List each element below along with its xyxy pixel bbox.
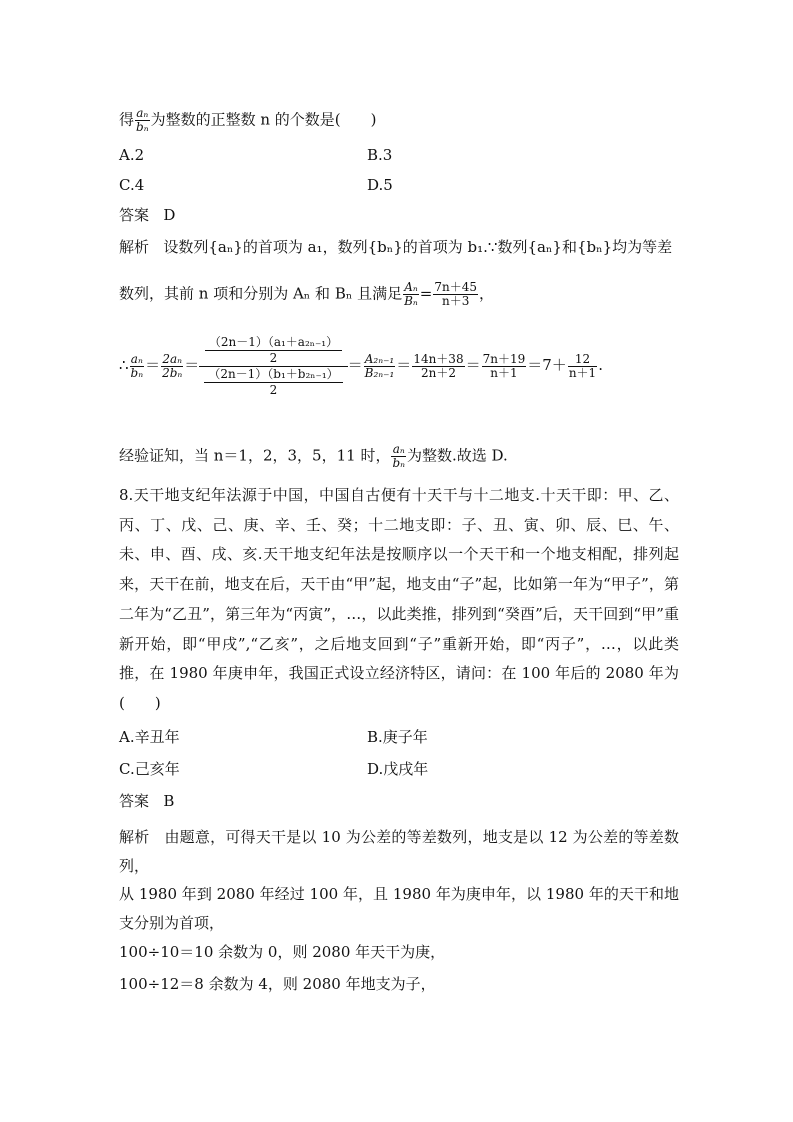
q8-option-a: A.辛丑年 [119,728,180,746]
analysis-text: 数列，其前 n 项和分别为 Aₙ 和 Bₙ 且满足 [119,284,403,303]
fraction-an-bn [391,443,406,470]
fraction-14n38 [412,353,464,380]
fraction-denominator: 2n＋2 [420,365,456,380]
q8-analysis-para-3: 100÷10＝10 余数为 0，则 2080 年天干为庚， [119,943,446,961]
therefore-symbol: ∴ [119,356,129,374]
fraction-denominator: Bₙ [404,294,418,308]
q7-option-d: D.5 [367,176,393,194]
fraction-denominator: 2bₙ [162,365,183,380]
q7-option-c: C.4 [119,176,145,194]
answer-label: 答案 [119,792,150,810]
fraction-numerator: 7n＋19 [482,351,526,366]
q7-analysis-line-1 [119,237,672,257]
fraction-numerator: Aₙ [404,280,418,294]
fraction-numerator: A₂ₙ₋₁ [364,351,395,366]
q8-option-b: B.庚子年 [367,728,428,746]
q7-stem-prefix: 得 [119,110,135,129]
analysis-text: 由题意，可得天干是以 10 为公差的等差数列，地支是以 12 为公差的等差数列， [119,828,680,875]
sum-bn-over-2 [204,368,342,397]
analysis-text: 设数列{aₙ}的首项为 a₁，数列{bₙ}的首项为 b₁.∵数列{aₙ}和{bₙ}均为等差 [163,238,673,256]
q8-analysis-para-2: 从 1980 年到 2080 年经过 100 年，且 1980 年为庚申年，以 1980 年的天干和地支分别为首项， [119,885,679,932]
fraction-numerator: 14n＋38 [413,351,464,366]
punctuation: ， [479,284,495,303]
fraction-numerator: 12 [568,353,597,367]
fraction-an-bn [130,353,145,380]
fraction-numerator: 2aₙ [162,351,183,366]
answer-label: 答案 [119,206,150,224]
fraction-7n45-n3 [433,281,478,308]
answer-value: B [163,792,175,810]
compound-numerator [199,336,347,367]
fraction-denominator: n＋1 [568,365,597,380]
fraction-denominator: bₙ [130,365,144,380]
answer-value: D [163,206,176,224]
q7-derivation-equation: ∴ $\frac{\text{aₙ}}{\text{bₙ}}$ ＝ $\frac{\text{2aₙ}}{\text{2bₙ}}$ ＝ $\frac{\frac{\text{（2n－1）（a₁＋a₂ₙ₋₁）}}{2}}{\frac{\text{（2n－1）（b₁＋b₂ₙ₋₁）}}{2}}$ ＝ $\frac{\text{A₂ₙ₋₁}}{\text{B₂ₙ₋₁}}$ ＝ $\frac{14n+38}{2n+2}$ ＝ $\frac{7n+19}{n+1}$ ＝7＋ $\frac{12}{n+1}$ . [119,334,603,397]
fraction-numerator: 7n＋45 [434,280,478,294]
punctuation: . [598,356,603,374]
fraction-numerator: aₙ [130,351,143,366]
fraction-denominator: B₂ₙ₋₁ [364,365,395,380]
compound-fraction [199,336,347,397]
fraction-denominator: 2 [269,382,278,397]
fraction-denominator: n＋1 [490,365,518,380]
fraction-denominator: 2 [269,350,278,365]
fraction-denominator: n＋3 [442,294,470,308]
q7-verify-line [119,443,508,470]
fraction-an-bn [403,281,419,308]
fraction-numerator: （2n－1）（a₁＋a₂ₙ₋₁） [205,336,342,351]
fraction-numerator: aₙ [136,106,149,120]
analysis-label: 解析 [119,238,150,256]
q8-option-d: D.戊戌年 [367,760,429,778]
sum-an-over-2 [205,336,342,365]
q7-option-a: A.2 [119,146,145,164]
q7-analysis-line-2 [119,281,494,308]
fraction-12 [568,353,597,380]
fraction-numerator: aₙ [392,442,405,456]
fraction-denominator: bₙ [392,456,406,470]
q8-stem: 8.天干地支纪年法源于中国，中国自古便有十天干与十二地支.十天干即：甲、乙、丙、丁、戊、己、庚、辛、壬、癸；十二地支即：子、丑、寅、卯、辰、巳、午、未、申、酉、戌、亥.天干地支纪年法是按顺序以一个天干和一个地支相配，排列起来，天干在前，地支在后，天干由“甲”起，地支由“子”起，比如第一年为“甲子”，第二年为“乙丑”，第三年为“丙寅”，…，以此类推，排列到“癸酉”后，天干回到“甲”重新开始，即“甲戌”,“乙亥”，之后地支回到“子”重新开始，即“丙子”，…，以此类推，在 1980 年庚申年，我国正式设立经济特区，请问：在 100 年后的 2080 年为( ) [119,486,679,712]
equals-sign: = [419,284,433,303]
q7-option-b: B.3 [367,146,393,164]
q7-stem-text: 为整数的正整数 n 的个数是( ) [150,110,377,129]
fraction-numerator: （2n－1）（b₁＋b₂ₙ₋₁） [204,368,342,383]
seven-plus: 7＋ [542,356,567,374]
verify-text: 为整数.故选 D. [407,446,508,465]
fraction-2an-2bn [161,353,183,380]
fraction-7n19 [482,353,527,380]
q8-answer [119,791,174,811]
fraction-denominator: bₙ [136,120,149,134]
compound-denominator [199,367,347,397]
fraction-A2n-B2n [364,353,396,380]
q8-analysis-para-1 [119,823,679,881]
q8-option-c: C.己亥年 [119,760,180,778]
verify-text: 经验证知，当 n＝1，2，3，5，11 时， [119,446,391,465]
q8-analysis-para-4: 100÷12＝8 余数为 4，则 2080 年地支为子， [119,975,436,993]
q7-answer [119,205,175,225]
q7-stem-fraction [135,107,150,134]
analysis-label: 解析 [119,828,150,846]
q7-stem-tail [119,107,376,134]
